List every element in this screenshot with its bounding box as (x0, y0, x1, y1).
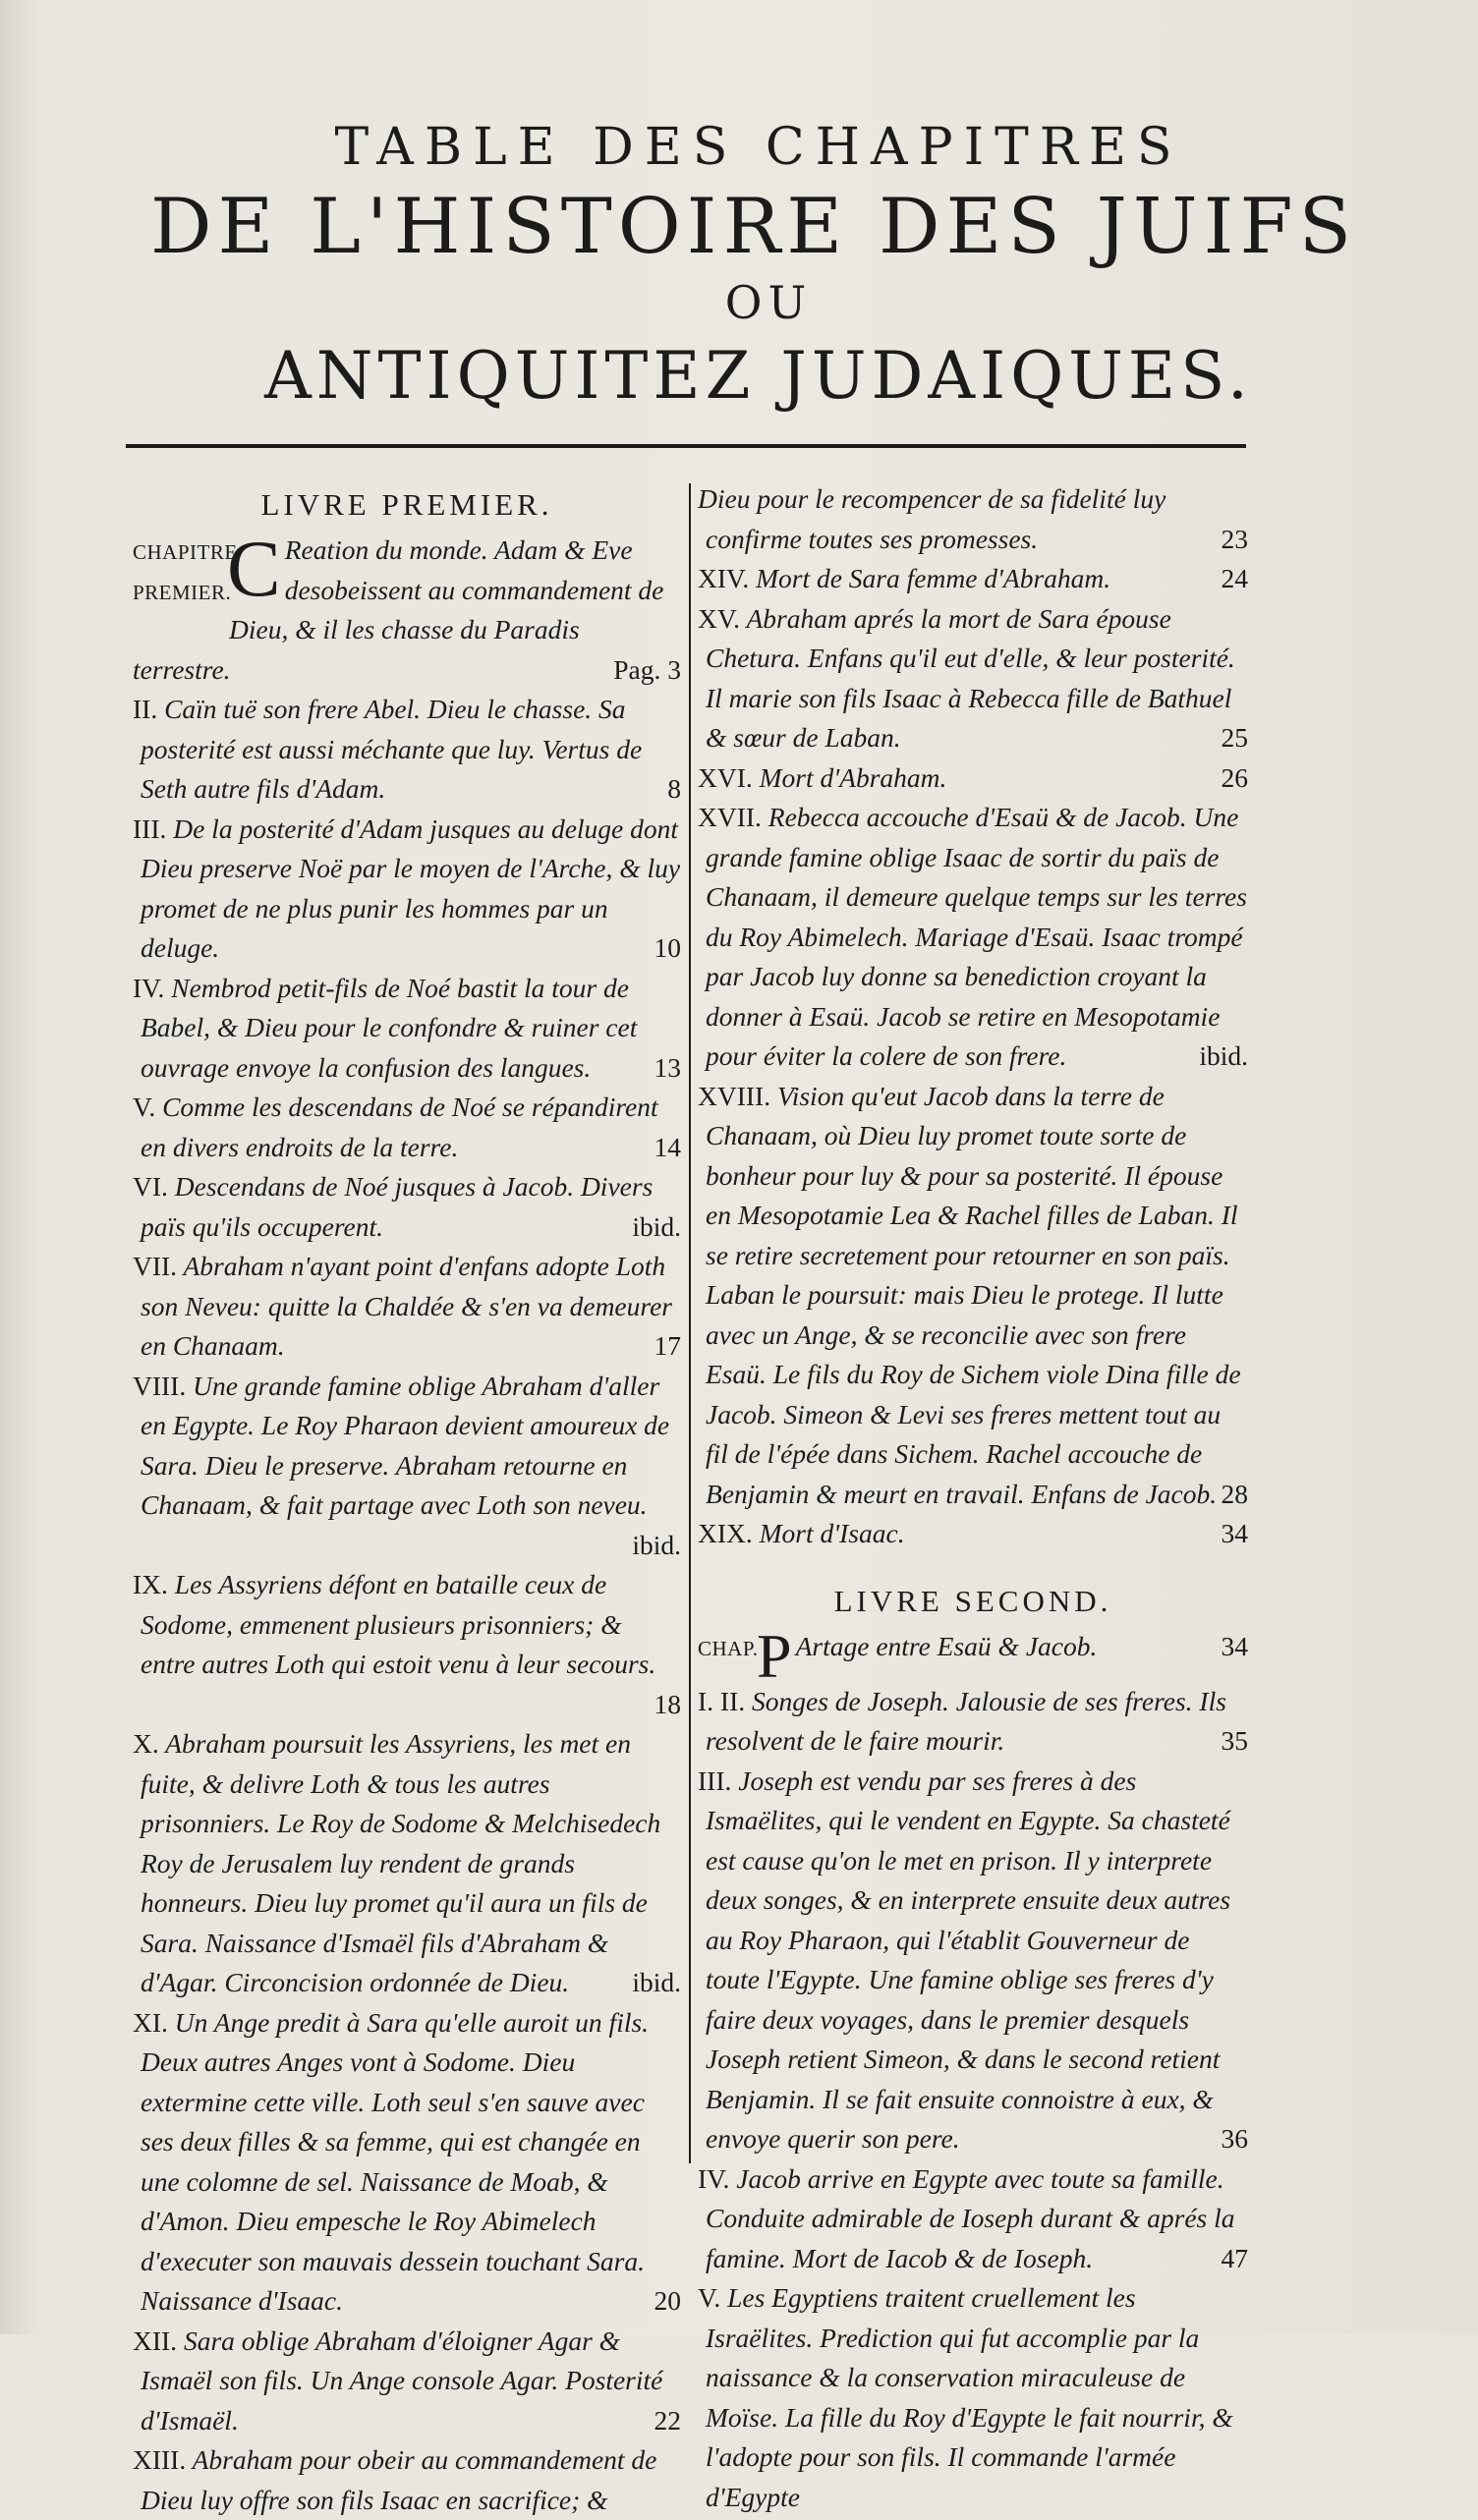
entry-text: Mort de Sara femme d'Abraham. (756, 563, 1111, 593)
chapter-text: Artage entre Esaü & Jacob. (795, 1630, 1098, 1661)
page-number: ibid. (632, 1967, 681, 1997)
toc-entry (133, 1724, 681, 2003)
toc-entry (698, 1762, 1248, 2159)
entry-number: IV. (698, 2162, 730, 2194)
right-column (698, 479, 1248, 2517)
entry-text: Joseph est vendu par ses freres à des Ismaëlites, qui le vendent en Egypte. Sa chasteté est cause qu'on le met en prison. Il y interprete deux songes, & en interprete ensuite deux autres au Roy Pharaon, qui l'établit Gouverneur de toute l'Egypte. Une famine oblige ses freres d'y faire deux voyages, dans le premier desquels Joseph retient Simeon, & dans le second retient Benjamin. Il se fait ensuite connoistre à eux, & envoye querir son pere. (706, 1764, 1231, 2154)
chapter-label: CHAP. (698, 1636, 759, 1660)
entry-number: IX. (133, 1569, 168, 1599)
toc-entry (133, 690, 681, 810)
entry-text: Abraham n'ayant point d'enfans adopte Loth son Neveu: quitte la Chaldée & s'en va demeurer en Chanaam. (141, 1251, 672, 1361)
entry-text: Un Ange predit à Sara qu'elle auroit un fils. Deux autres Anges vont à Sodome. Dieu extermine cette ville. Loth seul s'en sauve avec ses deux filles & sa femme, qui est changée en une colomne de sel. Naissance de Moab, & d'Amon. Dieu empesche le Roy Abimelech d'executer son mauvais dessein touchant Sara. Naissance d'Isaac. (141, 2006, 650, 2316)
title-line-4: ANTIQUITEZ JUDAIQUES. (264, 338, 1253, 414)
page-number: 20 (654, 2285, 681, 2316)
drop-cap: P (757, 1620, 792, 1691)
page-number: 8 (667, 773, 681, 804)
toc-entry (698, 2278, 1248, 2517)
page-number: 18 (654, 1688, 681, 1719)
entry-number: XI. (133, 2006, 168, 2038)
toc-entry (133, 2003, 681, 2322)
horizontal-rule (126, 444, 1246, 448)
toc-entry-continuation (698, 479, 1248, 559)
entry-text: Rebecca accouche d'Esaü & de Jacob. Une grande famine oblige Isaac de sortir du païs de Chanaam, il demeure quelque temps sur les terres du Roy Abimelech. Mariage d'Esaü. Isaac trompé par Jacob luy donne sa benediction croyant la donner à Esaü. Jacob se retire en Mesopotamie pour éviter la colere de son frere. (706, 802, 1247, 1071)
toc-entry (698, 1682, 1248, 1762)
toc-entry (133, 810, 681, 969)
entry-number: X. (133, 1728, 159, 1759)
page-number: 22 (654, 2404, 681, 2436)
page-number: 28 (1221, 1478, 1248, 1509)
entry-text: Songes de Joseph. Jalousie de ses freres. Ils resolvent de le faire mourir. (706, 1685, 1226, 1756)
chapter-text: Reation du monde. Adam & Eve desobeissent au commandement de Dieu, & il les chasse du Paradis terrestre. (133, 534, 664, 685)
entry-text: Les Assyriens défont en bataille ceux de Sodome, emmenent plusieurs prisonniers; & entre autres Loth qui estoit venu à leur secours. (141, 1569, 656, 1679)
livre-second-heading: LIVRE SECOND. (833, 1583, 1112, 1618)
entry-text: Vision qu'eut Jacob dans la terre de Chanaam, où Dieu luy promet toute sorte de bonheur pour luy & pour sa posterité. Il épouse en Mesopotamie Lea & Rachel filles de Laban. Il se retire secretement pour retourner en son païs. Laban le poursuit: mais Dieu le protege. Il lutte avec un Ange, & se reconcilie avec son frere Esaü. Le fils du Roy de Sichem viole Dina fille de Jacob. Simeon & Levi ses freres mettent tout au fil de l'épée dans Sichem. Rachel accouche de Benjamin & meurt en travail. Enfans de Jacob. (706, 1080, 1241, 1509)
toc-entry (698, 1514, 1248, 1554)
column-divider (689, 483, 691, 2163)
entry-number: VII. (133, 1251, 178, 1281)
entry-number: XV. (698, 602, 741, 634)
page-number: 26 (1221, 761, 1248, 793)
toc-entry (133, 1088, 681, 1167)
page-number: ibid. (632, 1529, 681, 1560)
page-number: ibid. (1199, 1040, 1248, 1071)
page-number: 36 (1221, 2123, 1248, 2154)
entry-number: XVI. (698, 761, 753, 793)
page-number: 23 (1221, 523, 1248, 554)
toc-entry (698, 1077, 1248, 1515)
page-number: 47 (1221, 2242, 1248, 2273)
entry-text: Comme les descendans de Noé se répandirent en divers endroits de la terre. (141, 1092, 658, 1162)
drop-cap: C (227, 524, 281, 613)
page-number: 24 (1221, 563, 1248, 593)
chapter-premier (133, 524, 681, 690)
entry-text: Abraham poursuit les Assyriens, les met en fuite, & delivre Loth & tous les autres prisonniers. Le Roy de Sodome & Melchisedech Roy de Jerusalem luy rendent de grands honneurs. Dieu luy promet qu'il aura un fils de Sara. Naissance d'Ismaël fils d'Abraham & d'Agar. Circoncision ordonnée de Dieu. (141, 1728, 661, 1997)
title-line-2: DE L'HISTOIRE DES JUIFS (149, 183, 1358, 271)
entry-text: Jacob arrive en Egypte avec toute sa famille. Conduite admirable de Ioseph durant & aprés la famine. Mort de Iacob & de Ioseph. (706, 2162, 1235, 2273)
entry-number: VI. (133, 1171, 168, 1202)
entry-number: II. (133, 694, 158, 724)
entry-text: Descendans de Noé jusques à Jacob. Divers païs qu'ils occuperent. (141, 1171, 654, 1242)
toc-entry (133, 1565, 681, 1724)
entry-number: V. (698, 2282, 721, 2313)
toc-entry (133, 2322, 681, 2441)
page-number: Pag. 3 (613, 653, 681, 685)
entry-text: Les Egyptiens traitent cruellement les Israëlites. Prediction qui fut accomplie par la naissance & la conservation miraculeuse de Moïse. La fille du Roy d'Egypte le fait nourrir, & l'adopte pour son fils. Il commande l'armée d'Egypte (706, 2282, 1233, 2512)
entry-text: De la posterité d'Adam jusques au deluge dont Dieu preserve Noë par le moyen de l'Arche, & luy promet de ne plus punir les hommes par un deluge. (141, 812, 681, 963)
entry-number: XIII. (133, 2444, 187, 2475)
entry-text: Nembrod petit-fils de Noé bastit la tour de Babel, & Dieu pour le confondre & ruiner cet ouvrage envoye la confusion des langues. (141, 972, 638, 1083)
title-line-3: OU (724, 276, 813, 329)
page-number: 25 (1221, 722, 1248, 753)
left-column (133, 479, 681, 2520)
entry-number: XVIII. (698, 1080, 771, 1111)
livre-premier-heading: LIVRE PREMIER. (260, 487, 553, 522)
entry-number: V. (133, 1092, 156, 1122)
toc-entry (133, 1247, 681, 1367)
page-number: 17 (654, 1330, 681, 1361)
chapter-partage (698, 1620, 1248, 1691)
toc-entry (133, 969, 681, 1089)
entry-text: Sara oblige Abraham d'éloigner Agar & Ismaël son fils. Un Ange console Agar. Posterité d'Ismaël. (141, 2324, 663, 2436)
entry-number: XVII. (698, 802, 762, 832)
entry-text: Caïn tuë son frere Abel. Dieu le chasse. Sa posterité est aussi méchante que luy. Vertus de Seth autre fils d'Adam. (141, 694, 643, 804)
page-number: 34 (1221, 1518, 1248, 1548)
entry-text: Une grande famine oblige Abraham d'aller en Egypte. Le Roy Pharaon devient amoureux de Sara. Dieu le preserve. Abraham retourne en Chanaam, & fait partage avec Loth son neveu. (141, 1370, 670, 1520)
entry-number: XIX. (698, 1518, 753, 1548)
entry-text: Abraham aprés la mort de Sara épouse Chetura. Enfans qu'il eut d'elle, & leur posterité. Il marie son fils Isaac à Rebecca fille de Bathuel & sœur de Laban. (706, 602, 1235, 753)
page-number: 14 (654, 1131, 681, 1162)
page-number: ibid. (632, 1210, 681, 1242)
toc-entry (698, 798, 1248, 1077)
page-number: 13 (654, 1051, 681, 1083)
entry-number: III. (698, 1764, 732, 1796)
toc-entry (698, 559, 1248, 599)
page-number: 10 (654, 932, 681, 963)
toc-entry (133, 1167, 681, 1247)
title-line-1: TABLE DES CHAPITRES (334, 118, 1183, 177)
entry-number: VIII. (133, 1370, 187, 1401)
entry-number: XII. (133, 2324, 178, 2356)
page-number: 34 (1221, 1630, 1248, 1661)
title-block (0, 113, 1478, 420)
entry-text: Mort d'Abraham. (759, 761, 947, 793)
entry-text: Mort d'Isaac. (759, 1518, 905, 1548)
entry-number: IV. (133, 972, 165, 1003)
toc-entry (698, 599, 1248, 758)
toc-entry (133, 1367, 681, 1566)
toc-entry (698, 2159, 1248, 2279)
entry-text: Abraham pour obeir au commandement de Dieu luy offre son fils Isaac en sacrifice; & (141, 2444, 657, 2515)
chapter-label: CHAPITRE PREMIER. (133, 540, 238, 604)
entry-number: III. (133, 812, 167, 844)
entry-number: XIV. (698, 563, 750, 593)
page-number: 35 (1221, 1725, 1248, 1756)
entry-text: Dieu pour le recompencer de sa fidelité luy confirme toutes ses promesses. (698, 483, 1166, 554)
entry-number: I. II. (698, 1685, 746, 1716)
toc-entry (133, 2440, 681, 2520)
toc-entry (698, 758, 1248, 799)
